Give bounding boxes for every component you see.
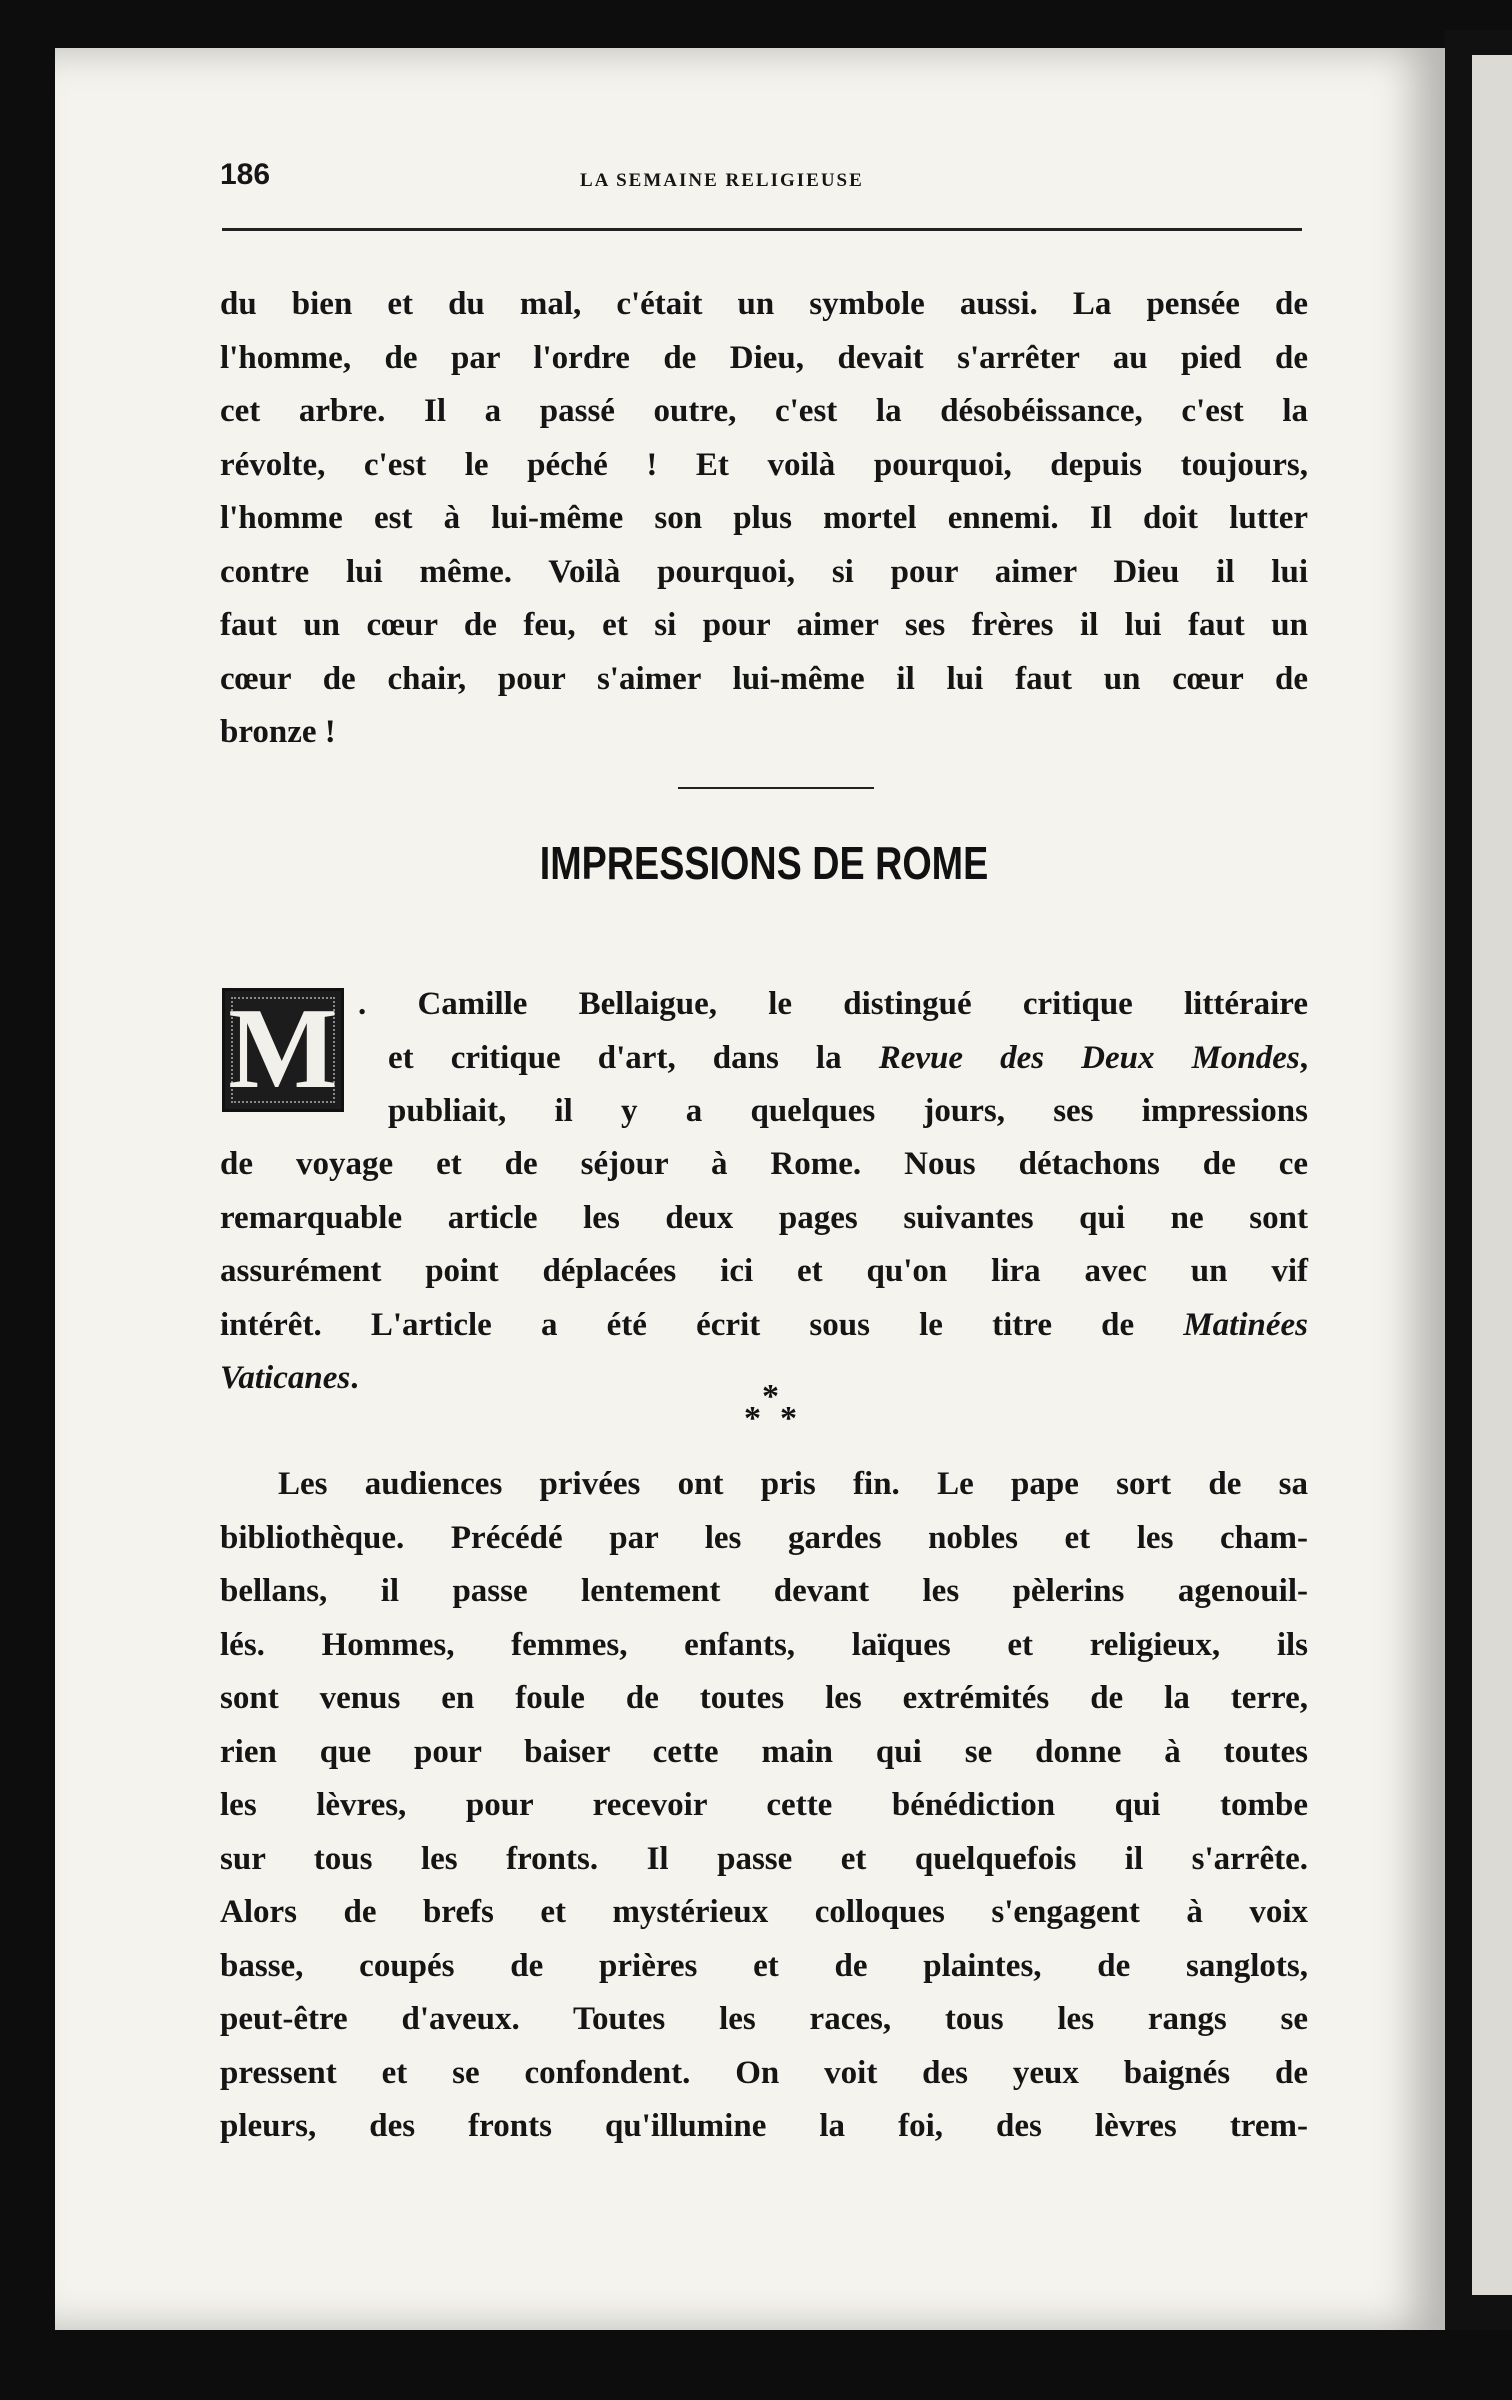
body-paragraph: [220, 1458, 1308, 2154]
text-line: du bien et du mal, c'était un symbole aussi. La pensée de: [220, 286, 1308, 322]
intro-paragraph: [220, 1138, 1308, 1406]
text-line: cœur de chair, pour s'aimer lui-même il lui faut un cœur de: [220, 660, 1308, 697]
intro-first-lines: [358, 978, 1308, 1139]
text-span: intérêt. L'article a été écrit sous le titre de: [220, 1306, 1184, 1343]
text-line: cet arbre. Il a passé outre, c'est la désobéissance, c'est la: [220, 393, 1308, 429]
running-head: LA SEMAINE RELIGIEUSE: [580, 170, 864, 191]
asterism-star: *: [762, 1378, 779, 1415]
journal-title: Revue des Deux Mondes: [878, 1039, 1300, 1076]
text-line: bronze !: [220, 714, 336, 750]
asterism-star: *: [744, 1400, 761, 1437]
text-line: contre lui même. Voilà pourquoi, si pour aimer Dieu il lui: [220, 553, 1308, 590]
section-title: IMPRESSIONS DE ROME: [539, 837, 989, 889]
text-line: peut-être d'aveux. Toutes les races, tous les rangs se: [220, 2001, 1308, 2037]
text-line: Les audiences privées ont pris fin. Le pape sort de sa: [278, 1466, 1308, 1502]
text-line: l'homme, de par l'ordre de Dieu, devait s'arrêter au pied de: [220, 339, 1308, 376]
text-line: Alors de brefs et mystérieux colloques s'engagent à voix: [220, 1894, 1308, 1930]
text-line: sur tous les fronts. Il passe et quelquefois il s'arrête.: [220, 1840, 1308, 1877]
text-span: et critique d'art, dans la: [388, 1039, 879, 1076]
adjacent-page-strip: [1472, 55, 1512, 2295]
header-rule: [222, 228, 1302, 231]
page-header: [220, 158, 1305, 198]
text-line: assurément point déplacées ici et qu'on lira avec un vif: [220, 1253, 1308, 1289]
text-line: bellans, il passe lentement devant les pèlerins agenouil-: [220, 1573, 1308, 1609]
text-line: publiait, il y a quelques jours, ses impressions: [388, 1093, 1308, 1129]
drop-cap-initial: [222, 985, 344, 1113]
text-line: bibliothèque. Précédé par les gardes nobles et les cham-: [220, 1519, 1308, 1556]
text-line: pleurs, des fronts qu'illumine la foi, des lèvres trem-: [220, 2108, 1308, 2144]
asterism: [740, 1378, 840, 1438]
text-span: ,: [1299, 1039, 1309, 1076]
text-line: révolte, c'est le péché ! Et voilà pourquoi, depuis toujours,: [220, 446, 1308, 483]
text-line: . Camille Bellaigue, le distingué critique littéraire: [358, 986, 1308, 1022]
top-paragraph: [220, 278, 1308, 760]
asterism-star: *: [780, 1400, 797, 1437]
page-number: 186: [220, 158, 271, 191]
text-line: pressent et se confondent. On voit des yeux baignés de: [220, 2054, 1308, 2091]
text-line: rien que pour baiser cette main qui se donne à toutes: [220, 1733, 1308, 1770]
article-title: Matinées: [1183, 1306, 1308, 1343]
drop-cap-letter: M: [228, 985, 338, 1113]
text-span: .: [350, 1360, 359, 1396]
text-line: [220, 1299, 1308, 1353]
text-line: lés. Hommes, femmes, enfants, laïques et religieux, ils: [220, 1626, 1308, 1663]
section-divider: [678, 787, 874, 789]
text-line: l'homme est à lui-même son plus mortel ennemi. Il doit lutter: [220, 500, 1308, 536]
text-line: basse, coupés de prières et de plaintes, de sanglots,: [220, 1947, 1308, 1984]
text-line: [358, 1032, 1308, 1086]
text-line: faut un cœur de feu, et si pour aimer ses frères il lui faut un: [220, 607, 1308, 643]
text-line: remarquable article les deux pages suivantes qui ne sont: [220, 1199, 1308, 1236]
text-line: les lèvres, pour recevoir cette bénédiction qui tombe: [220, 1787, 1308, 1823]
article-title-continued: Vaticanes: [220, 1360, 351, 1396]
text-line: de voyage et de séjour à Rome. Nous détachons de ce: [220, 1146, 1308, 1182]
text-line: sont venus en foule de toutes les extrémités de la terre,: [220, 1680, 1308, 1716]
